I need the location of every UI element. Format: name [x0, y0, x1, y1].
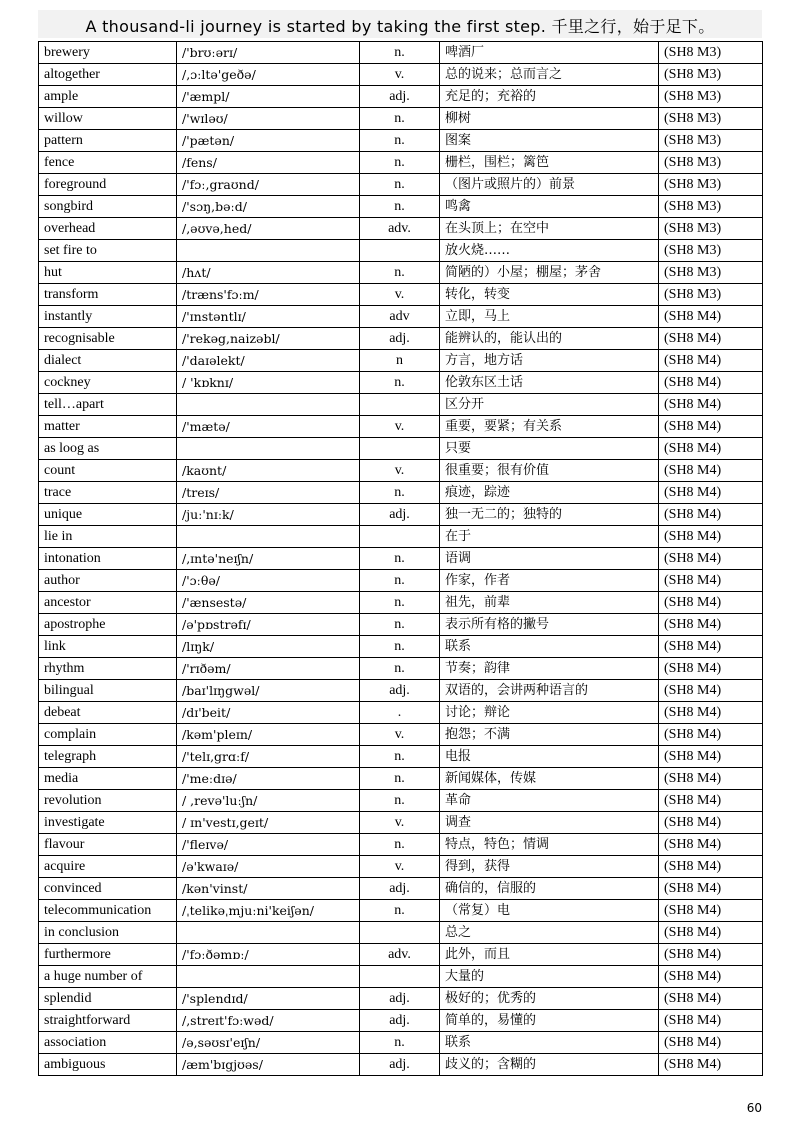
part-of-speech-cell: adj. [360, 1054, 440, 1076]
unit-cell: (SH8 M4) [659, 768, 763, 790]
word-cell: instantly [39, 306, 177, 328]
word-cell: acquire [39, 856, 177, 878]
word-cell: bilingual [39, 680, 177, 702]
table-row [39, 988, 763, 1010]
phonetic-cell [177, 922, 360, 944]
phonetic-cell: /'daɪəlekt/ [177, 350, 360, 372]
table-row [39, 460, 763, 482]
unit-cell: (SH8 M4) [659, 328, 763, 350]
part-of-speech-cell: v. [360, 284, 440, 306]
part-of-speech-cell: n. [360, 262, 440, 284]
unit-cell: (SH8 M3) [659, 174, 763, 196]
part-of-speech-cell: adj. [360, 86, 440, 108]
table-row [39, 900, 763, 922]
meaning-cell: 作家，作者 [440, 570, 659, 592]
phonetic-cell: /'mætə/ [177, 416, 360, 438]
phonetic-cell [177, 438, 360, 460]
part-of-speech-cell: n. [360, 592, 440, 614]
meaning-cell: 独一无二的；独特的 [440, 504, 659, 526]
table-row [39, 284, 763, 306]
word-cell: ample [39, 86, 177, 108]
word-cell: pattern [39, 130, 177, 152]
phonetic-cell: /fens/ [177, 152, 360, 174]
word-cell: a huge number of [39, 966, 177, 988]
meaning-cell: 总之 [440, 922, 659, 944]
part-of-speech-cell: n. [360, 372, 440, 394]
phonetic-cell: /kaʊnt/ [177, 460, 360, 482]
phonetic-cell: /kən'vinst/ [177, 878, 360, 900]
vocabulary-table-body [39, 42, 763, 1076]
part-of-speech-cell: n. [360, 746, 440, 768]
meaning-cell: （图片或照片的）前景 [440, 174, 659, 196]
part-of-speech-cell: n. [360, 196, 440, 218]
table-row [39, 834, 763, 856]
meaning-cell: 大量的 [440, 966, 659, 988]
part-of-speech-cell: n. [360, 834, 440, 856]
phonetic-cell: / 'kɒknɪ/ [177, 372, 360, 394]
table-row [39, 504, 763, 526]
unit-cell: (SH8 M4) [659, 680, 763, 702]
unit-cell: (SH8 M3) [659, 42, 763, 64]
phonetic-cell: /'ɔːθə/ [177, 570, 360, 592]
part-of-speech-cell: adv [360, 306, 440, 328]
part-of-speech-cell: n. [360, 482, 440, 504]
phonetic-cell: /baɪ'lɪŋgwəl/ [177, 680, 360, 702]
meaning-cell: 特点，特色；情调 [440, 834, 659, 856]
phonetic-cell [177, 394, 360, 416]
phonetic-cell: /ə'kwaɪə/ [177, 856, 360, 878]
table-row [39, 526, 763, 548]
unit-cell: (SH8 M4) [659, 482, 763, 504]
phonetic-cell: /'brʊːərɪ/ [177, 42, 360, 64]
meaning-cell: 痕迹，踪迹 [440, 482, 659, 504]
table-row [39, 372, 763, 394]
phonetic-cell [177, 526, 360, 548]
meaning-cell: 总的说来；总而言之 [440, 64, 659, 86]
phonetic-cell: /,streɪt'fɔːwəd/ [177, 1010, 360, 1032]
word-cell: in conclusion [39, 922, 177, 944]
part-of-speech-cell: n. [360, 130, 440, 152]
phonetic-cell: /ə,səʊsɪ'eɪʃn/ [177, 1032, 360, 1054]
unit-cell: (SH8 M4) [659, 900, 763, 922]
unit-cell: (SH8 M4) [659, 350, 763, 372]
meaning-cell: 栅栏，围栏；篱笆 [440, 152, 659, 174]
unit-cell: (SH8 M4) [659, 746, 763, 768]
word-cell: media [39, 768, 177, 790]
part-of-speech-cell [360, 966, 440, 988]
table-row [39, 438, 763, 460]
word-cell: straightforward [39, 1010, 177, 1032]
table-row [39, 130, 763, 152]
meaning-cell: 柳树 [440, 108, 659, 130]
word-cell: link [39, 636, 177, 658]
part-of-speech-cell: v. [360, 64, 440, 86]
meaning-cell: （常复）电 [440, 900, 659, 922]
unit-cell: (SH8 M4) [659, 658, 763, 680]
unit-cell: (SH8 M4) [659, 306, 763, 328]
unit-cell: (SH8 M4) [659, 438, 763, 460]
word-cell: apostrophe [39, 614, 177, 636]
part-of-speech-cell: adj. [360, 504, 440, 526]
table-row [39, 570, 763, 592]
part-of-speech-cell: n. [360, 1032, 440, 1054]
phonetic-cell: /,əʊvə,hed/ [177, 218, 360, 240]
part-of-speech-cell: . [360, 702, 440, 724]
part-of-speech-cell: v. [360, 416, 440, 438]
part-of-speech-cell: v. [360, 460, 440, 482]
phonetic-cell: /lɪŋk/ [177, 636, 360, 658]
table-row [39, 240, 763, 262]
unit-cell: (SH8 M4) [659, 856, 763, 878]
meaning-cell: 双语的，会讲两种语言的 [440, 680, 659, 702]
unit-cell: (SH8 M3) [659, 196, 763, 218]
word-cell: rhythm [39, 658, 177, 680]
word-cell: cockney [39, 372, 177, 394]
unit-cell: (SH8 M4) [659, 614, 763, 636]
meaning-cell: 电报 [440, 746, 659, 768]
phonetic-cell: /kəm'pleɪn/ [177, 724, 360, 746]
table-row [39, 306, 763, 328]
part-of-speech-cell: adj. [360, 988, 440, 1010]
phonetic-cell [177, 966, 360, 988]
meaning-cell: 联系 [440, 636, 659, 658]
meaning-cell: 很重要；很有价值 [440, 460, 659, 482]
part-of-speech-cell: n. [360, 658, 440, 680]
word-cell: count [39, 460, 177, 482]
part-of-speech-cell: n. [360, 548, 440, 570]
meaning-cell: 区分开 [440, 394, 659, 416]
unit-cell: (SH8 M4) [659, 724, 763, 746]
unit-cell: (SH8 M4) [659, 834, 763, 856]
phonetic-cell: /æm'bɪgjʊəs/ [177, 1054, 360, 1076]
word-cell: altogether [39, 64, 177, 86]
meaning-cell: 立即，马上 [440, 306, 659, 328]
part-of-speech-cell: n. [360, 108, 440, 130]
meaning-cell: 语调 [440, 548, 659, 570]
meaning-cell: 啤酒厂 [440, 42, 659, 64]
meaning-cell: 讨论；辩论 [440, 702, 659, 724]
phonetic-cell: /'ɪnstəntlɪ/ [177, 306, 360, 328]
meaning-cell: 方言，地方话 [440, 350, 659, 372]
part-of-speech-cell: n. [360, 152, 440, 174]
table-row [39, 702, 763, 724]
part-of-speech-cell [360, 922, 440, 944]
table-row [39, 966, 763, 988]
phonetic-cell: /'fleɪvə/ [177, 834, 360, 856]
unit-cell: (SH8 M3) [659, 152, 763, 174]
word-cell: intonation [39, 548, 177, 570]
phonetic-cell: /treɪs/ [177, 482, 360, 504]
part-of-speech-cell: adj. [360, 878, 440, 900]
part-of-speech-cell: adj. [360, 1010, 440, 1032]
phonetic-cell: /'rɪðəm/ [177, 658, 360, 680]
unit-cell: (SH8 M3) [659, 240, 763, 262]
phonetic-cell: /'æmpl/ [177, 86, 360, 108]
part-of-speech-cell: n. [360, 636, 440, 658]
unit-cell: (SH8 M3) [659, 64, 763, 86]
phonetic-cell [177, 240, 360, 262]
phonetic-cell: /træns'fɔːm/ [177, 284, 360, 306]
meaning-cell: 此外，而且 [440, 944, 659, 966]
word-cell: as loog as [39, 438, 177, 460]
word-cell: flavour [39, 834, 177, 856]
word-cell: fence [39, 152, 177, 174]
phonetic-cell: /,ɔːltə'geðə/ [177, 64, 360, 86]
meaning-cell: 只要 [440, 438, 659, 460]
meaning-cell: 新闻媒体，传媒 [440, 768, 659, 790]
meaning-cell: 放火烧…… [440, 240, 659, 262]
phonetic-cell: /,ɪntə'neɪʃn/ [177, 548, 360, 570]
meaning-cell: 联系 [440, 1032, 659, 1054]
table-row [39, 86, 763, 108]
part-of-speech-cell: n. [360, 42, 440, 64]
meaning-cell: 革命 [440, 790, 659, 812]
part-of-speech-cell: n. [360, 570, 440, 592]
word-cell: hut [39, 262, 177, 284]
unit-cell: (SH8 M4) [659, 812, 763, 834]
word-cell: overhead [39, 218, 177, 240]
unit-cell: (SH8 M4) [659, 1054, 763, 1076]
table-row [39, 350, 763, 372]
meaning-cell: 歧义的；含糊的 [440, 1054, 659, 1076]
word-cell: revolution [39, 790, 177, 812]
meaning-cell: 祖先，前辈 [440, 592, 659, 614]
phonetic-cell: /'rekəg,naizəbl/ [177, 328, 360, 350]
table-row [39, 42, 763, 64]
word-cell: lie in [39, 526, 177, 548]
unit-cell: (SH8 M4) [659, 416, 763, 438]
unit-cell: (SH8 M4) [659, 526, 763, 548]
meaning-cell: 抱怨；不满 [440, 724, 659, 746]
part-of-speech-cell: n. [360, 768, 440, 790]
meaning-cell: 在于 [440, 526, 659, 548]
word-cell: investigate [39, 812, 177, 834]
word-cell: set fire to [39, 240, 177, 262]
meaning-cell: 鸣禽 [440, 196, 659, 218]
part-of-speech-cell: adj. [360, 328, 440, 350]
unit-cell: (SH8 M4) [659, 790, 763, 812]
meaning-cell: 充足的；充裕的 [440, 86, 659, 108]
phonetic-cell: /hʌt/ [177, 262, 360, 284]
unit-cell: (SH8 M3) [659, 262, 763, 284]
table-row [39, 64, 763, 86]
part-of-speech-cell: n. [360, 900, 440, 922]
phonetic-cell: /ə'pɒstrəfɪ/ [177, 614, 360, 636]
page-number: 60 [746, 1101, 762, 1115]
vocabulary-table [38, 41, 763, 1076]
table-row [39, 768, 763, 790]
table-row [39, 416, 763, 438]
word-cell: ambiguous [39, 1054, 177, 1076]
unit-cell: (SH8 M4) [659, 1032, 763, 1054]
word-cell: foreground [39, 174, 177, 196]
meaning-cell: 表示所有格的撇号 [440, 614, 659, 636]
word-cell: furthermore [39, 944, 177, 966]
word-cell: songbird [39, 196, 177, 218]
table-row [39, 724, 763, 746]
part-of-speech-cell: adv. [360, 218, 440, 240]
word-cell: brewery [39, 42, 177, 64]
part-of-speech-cell [360, 394, 440, 416]
word-cell: convinced [39, 878, 177, 900]
phonetic-cell: /'wɪləʊ/ [177, 108, 360, 130]
unit-cell: (SH8 M4) [659, 504, 763, 526]
meaning-cell: 图案 [440, 130, 659, 152]
part-of-speech-cell: n. [360, 790, 440, 812]
unit-cell: (SH8 M3) [659, 86, 763, 108]
table-row [39, 1054, 763, 1076]
word-cell: telecommunication [39, 900, 177, 922]
word-cell: association [39, 1032, 177, 1054]
unit-cell: (SH8 M4) [659, 460, 763, 482]
table-row [39, 680, 763, 702]
part-of-speech-cell: n [360, 350, 440, 372]
part-of-speech-cell: adv. [360, 944, 440, 966]
table-row [39, 592, 763, 614]
table-row [39, 746, 763, 768]
table-row [39, 108, 763, 130]
part-of-speech-cell [360, 240, 440, 262]
phonetic-cell: /'fɔː,graʊnd/ [177, 174, 360, 196]
table-row [39, 394, 763, 416]
table-row [39, 636, 763, 658]
phonetic-cell: / ,revə'luːʃn/ [177, 790, 360, 812]
unit-cell: (SH8 M4) [659, 988, 763, 1010]
word-cell: ancestor [39, 592, 177, 614]
meaning-cell: 在头顶上；在空中 [440, 218, 659, 240]
word-cell: trace [39, 482, 177, 504]
word-cell: transform [39, 284, 177, 306]
table-row [39, 152, 763, 174]
part-of-speech-cell: v. [360, 856, 440, 878]
phonetic-cell: /juː'nɪːk/ [177, 504, 360, 526]
meaning-cell: 确信的，信服的 [440, 878, 659, 900]
unit-cell: (SH8 M3) [659, 108, 763, 130]
table-row [39, 262, 763, 284]
word-cell: tell…apart [39, 394, 177, 416]
unit-cell: (SH8 M4) [659, 592, 763, 614]
phonetic-cell: /'pætən/ [177, 130, 360, 152]
table-row [39, 944, 763, 966]
word-cell: splendid [39, 988, 177, 1010]
unit-cell: (SH8 M4) [659, 372, 763, 394]
word-cell: debeat [39, 702, 177, 724]
phonetic-cell: /'meːdɪə/ [177, 768, 360, 790]
table-row [39, 790, 763, 812]
part-of-speech-cell: adj. [360, 680, 440, 702]
word-cell: unique [39, 504, 177, 526]
table-row [39, 218, 763, 240]
part-of-speech-cell [360, 438, 440, 460]
word-cell: matter [39, 416, 177, 438]
table-row [39, 658, 763, 680]
meaning-cell: 能辨认的，能认出的 [440, 328, 659, 350]
meaning-cell: 节奏；韵律 [440, 658, 659, 680]
word-cell: dialect [39, 350, 177, 372]
table-row [39, 196, 763, 218]
meaning-cell: 简单的，易懂的 [440, 1010, 659, 1032]
unit-cell: (SH8 M3) [659, 218, 763, 240]
meaning-cell: 伦敦东区土话 [440, 372, 659, 394]
unit-cell: (SH8 M4) [659, 548, 763, 570]
unit-cell: (SH8 M4) [659, 702, 763, 724]
part-of-speech-cell: v. [360, 724, 440, 746]
meaning-cell: 转化，转变 [440, 284, 659, 306]
table-row [39, 548, 763, 570]
table-row [39, 482, 763, 504]
part-of-speech-cell: n. [360, 174, 440, 196]
table-row [39, 614, 763, 636]
meaning-cell: 极好的；优秀的 [440, 988, 659, 1010]
unit-cell: (SH8 M3) [659, 130, 763, 152]
table-row [39, 878, 763, 900]
unit-cell: (SH8 M4) [659, 966, 763, 988]
phonetic-cell: /ˌtelikəˌmjuːni'keiʃən/ [177, 900, 360, 922]
motto-text: A thousand-li journey is started by taking the first step. 千里之行，始于足下。 [85, 17, 715, 36]
phonetic-cell: / ɪn'vestɪ,geɪt/ [177, 812, 360, 834]
phonetic-cell: /'splendɪd/ [177, 988, 360, 1010]
table-row [39, 922, 763, 944]
unit-cell: (SH8 M4) [659, 944, 763, 966]
table-row [39, 1010, 763, 1032]
table-row [39, 174, 763, 196]
meaning-cell: 调查 [440, 812, 659, 834]
part-of-speech-cell: n. [360, 614, 440, 636]
table-row [39, 1032, 763, 1054]
part-of-speech-cell [360, 526, 440, 548]
unit-cell: (SH8 M4) [659, 394, 763, 416]
meaning-cell: 重要，要紧；有关系 [440, 416, 659, 438]
phonetic-cell: /'fɔːðəmɒː/ [177, 944, 360, 966]
unit-cell: (SH8 M4) [659, 878, 763, 900]
phonetic-cell: /'telɪ,grɑːf/ [177, 746, 360, 768]
meaning-cell: 得到，获得 [440, 856, 659, 878]
word-cell: author [39, 570, 177, 592]
table-row [39, 328, 763, 350]
phonetic-cell: /'sɔŋ,bəːd/ [177, 196, 360, 218]
table-row [39, 856, 763, 878]
phonetic-cell: /'ænsestə/ [177, 592, 360, 614]
unit-cell: (SH8 M4) [659, 1010, 763, 1032]
word-cell: telegraph [39, 746, 177, 768]
motto-banner [38, 10, 762, 38]
word-cell: complain [39, 724, 177, 746]
unit-cell: (SH8 M4) [659, 922, 763, 944]
meaning-cell: 简陋的）小屋；棚屋；茅舍 [440, 262, 659, 284]
table-row [39, 812, 763, 834]
word-cell: recognisable [39, 328, 177, 350]
unit-cell: (SH8 M3) [659, 284, 763, 306]
unit-cell: (SH8 M4) [659, 636, 763, 658]
phonetic-cell: /dɪ'beit/ [177, 702, 360, 724]
word-cell: willow [39, 108, 177, 130]
unit-cell: (SH8 M4) [659, 570, 763, 592]
part-of-speech-cell: v. [360, 812, 440, 834]
